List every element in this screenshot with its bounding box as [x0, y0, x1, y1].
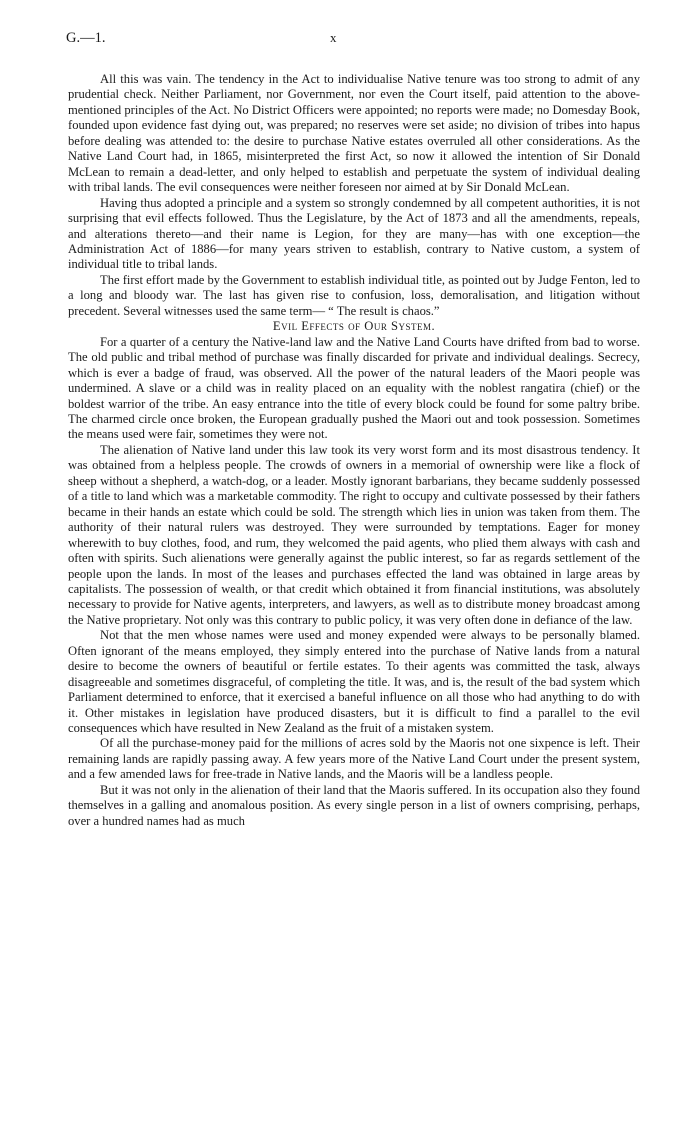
paragraph-first-effort: The first effort made by the Government to establish individual title, as pointed out by Judge Fenton, led to a long and bloody war. The last has given rise to confusion, loss, demoralisation, and litigation without precedent. Several witnesses used the same term— “ The result is chaos.” — [68, 272, 640, 318]
paragraph-not-blamed: Not that the men whose names were used and money expended were always to be personally blamed. Often ignorant of the means employed, they simply entered into the purchase of Native lands from a natural desire to become the owners of beautiful or fertile estates. To their agents was committed the task, always disagreeable and sometimes disgraceful, of completing the title. It was, and is, the result of the bad system which Parliament determined to enforce, that it exercised a baneful influence on all those who had anything to do with it. Other mistakes in legislation have produced disasters, but it is difficult to find a parallel to the evil consequences which have resulted in New Zealand as the fruit of a mistaken system. — [68, 628, 640, 736]
paragraph-purchase-money: Of all the purchase-money paid for the millions of acres sold by the Maoris not one sixpence is left. Their remaining lands are rapidly passing away. A few years more of the Native Land Court under the present system, and a few amended laws for free-trade in Native lands, and the Maoris will be a landless people. — [68, 736, 640, 782]
running-head — [68, 30, 640, 56]
paragraph-occupation: But it was not only in the alienation of their land that the Maoris suffered. In its occupation also they found themselves in a galling and anomalous position. As every single person in a list of owners comprising, perhaps, over a hundred names had as much — [68, 782, 640, 828]
parliamentary-paper-reference: G.—1. — [66, 30, 106, 46]
body-text — [68, 72, 640, 829]
document-page — [68, 30, 640, 829]
page-number: x — [330, 30, 337, 45]
paragraph-alienation: The alienation of Native land under this law took its very worst form and its most disastrous tendency. It was obtained from a helpless people. The crowds of owners in a memorial of ownership were like a flock of sheep without a shepherd, a watch-dog, or a leader. Mostly ignorant barbarians, they became suddenly possessed of a title to land which was a marketable commodity. The right to occupy and cultivate possessed by their fathers became in their hands an estate which could be sold. The strength which lies in union was taken from them. The authority of their natural rulers was destroyed. They were surrounded by temptations. Eager for money wherewith to buy clothes, food, and rum, they welcomed the paid agents, who plied them always with cash and often with spirits. Such alienations were generally against the public interest, so far as regards settlement of the people upon the lands. In most of the leases and purchases effected the land was obtained in large areas by capitalists. The possession of wealth, or that credit which obtained it from financial institutions, was absolutely necessary to provide for Native agents, interpreters, and lawyers, as well as to distribute money broadcast among the Native proprietary. Not only was this contrary to public policy, it was very often done in defiance of the law. — [68, 442, 640, 627]
paragraph-principle-adopted: Having thus adopted a principle and a system so strongly condemned by all competent authorities, it is not surprising that evil effects followed. Thus the Legislature, by the Act of 1873 and all the amendments, repeals, and alterations thereto—and their name is Legion, for they are many—has with one exception—the Administration Act of 1886—for many years striven to establish, contrary to Native custom, a system of individual title to tribal lands. — [68, 195, 640, 272]
paragraph-vain-tendency: All this was vain. The tendency in the Act to individualise Native tenure was too strong to admit of any prudential check. Neither Parliament, nor Government, nor even the Court itself, paid attention to the above-mentioned principles of the Act. No District Officers were appointed; no reports were made; no Domesday Book, founded upon evidence fast dying out, was prepared; no reserves were set aside; no division of tribes into hapus before dealing was attended to: the desire to purchase Native estates overruled all other considerations. As the Native Land Court had, in 1865, misinterpreted the first Act, so now it allowed the intention of Sir Donald McLean to remain a dead-letter, and only helped to establish and perpetuate the system of individual dealing with tribal lands. The evil consequences were neither foreseen nor aimed at by Sir Donald McLean. — [68, 72, 640, 195]
section-heading: Evil Effects of Our System. — [272, 319, 436, 334]
paragraph-quarter-century: For a quarter of a century the Native-land law and the Native Land Courts have drifted from bad to worse. The old public and tribal method of purchase was finally discarded for private and individual dealings. Secrecy, which is ever a badge of fraud, was observed. All the power of the natural leaders of the Maori people was undermined. A slave or a child was in reality placed on an equality with the noblest rangatira (chief) or the boldest warrior of the tribe. An easy entrance into the title of every block could be found for some paltry bribe. The charmed circle once broken, the European gradually pushed the Maori out and took possession. Sometimes the means used were fair, sometimes they were not. — [68, 334, 640, 442]
